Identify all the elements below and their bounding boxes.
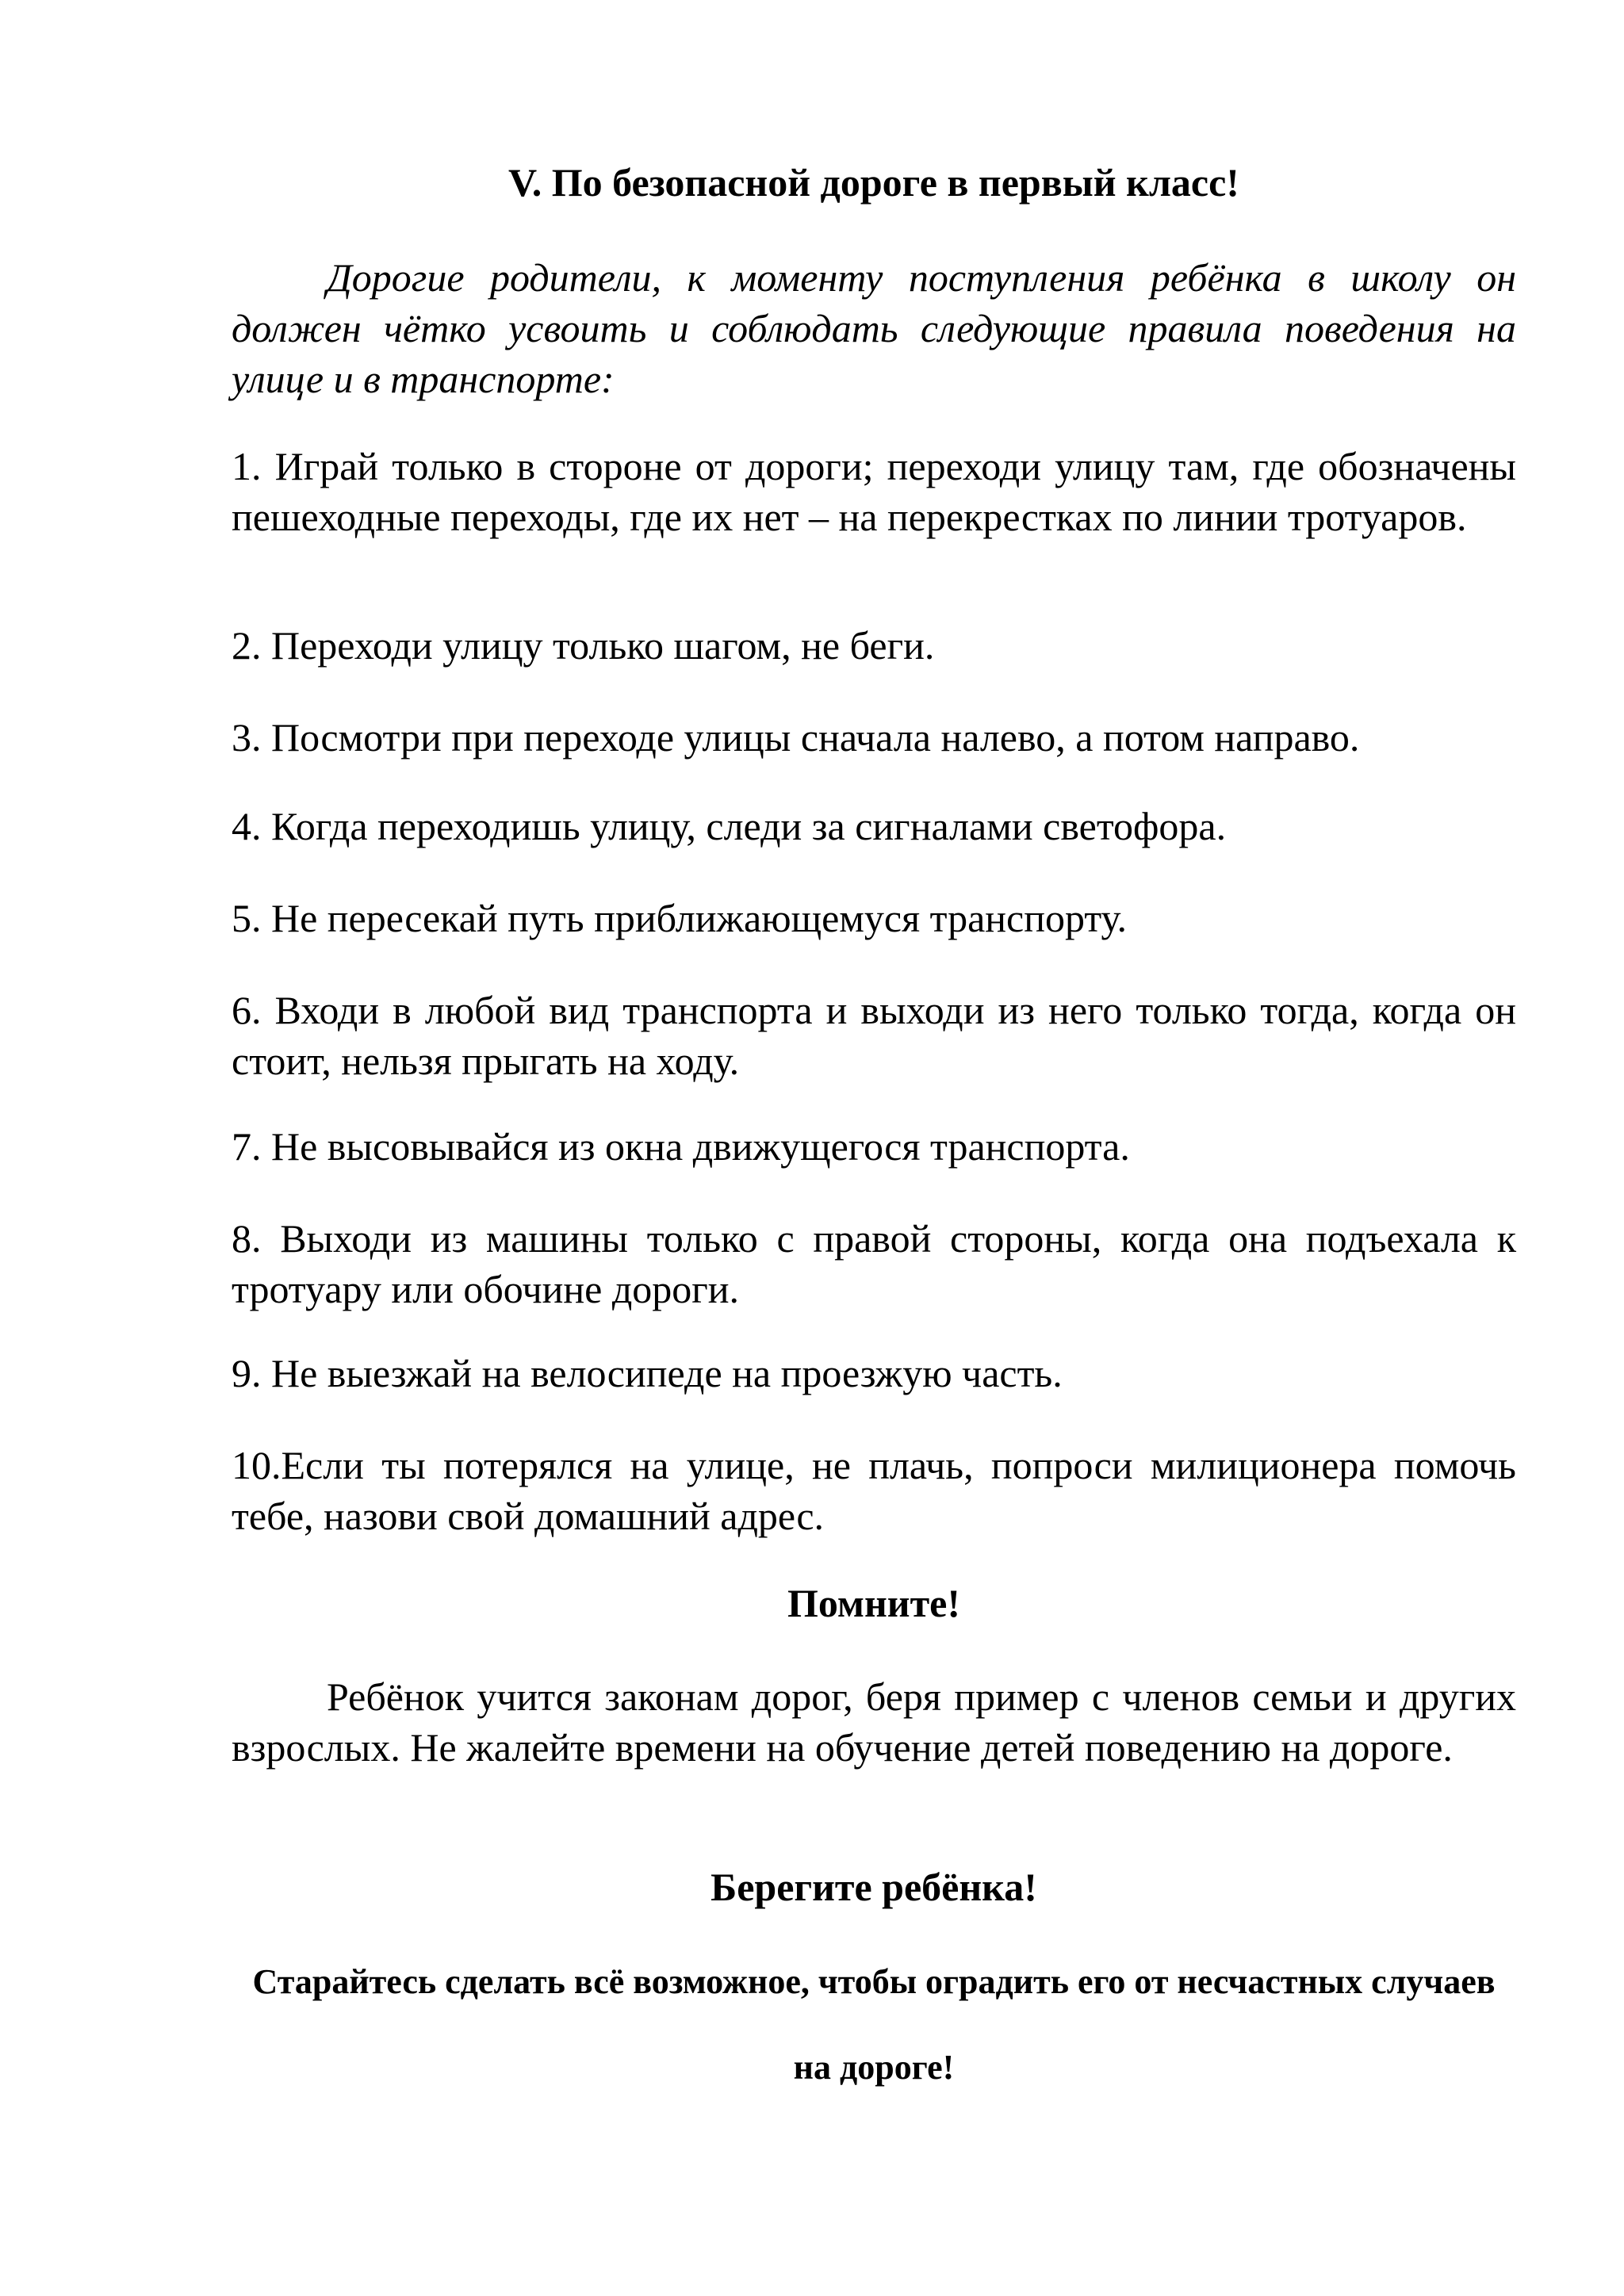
rule-item-2: 2. Переходи улицу только шагом, не беги. bbox=[232, 623, 935, 668]
rule-item-9: 9. Не выезжай на велосипеде на проезжую часть. bbox=[232, 1351, 1063, 1395]
rule-item-1: 1. Играй только в стороне от дороги; переходи улицу там, где обозначены пешеходные переходы, где их нет – на перекрестках по линии тротуаров. bbox=[232, 444, 1516, 539]
care-heading: Берегите ребёнка! bbox=[710, 1865, 1037, 1909]
rule-item-3: 3. Посмотри при переходе улицы сначала налево, а потом направо. bbox=[232, 715, 1360, 760]
remember-heading: Помните! bbox=[787, 1581, 961, 1625]
rule-item-4: 4. Когда переходишь улицу, следи за сигналами светофора. bbox=[232, 804, 1227, 848]
remember-paragraph: Ребёнок учится законам дорог, беря пример с членов семьи и других взрослых. Не жалейте времени на обучение детей поведению на дороге. bbox=[232, 1674, 1516, 1770]
rule-item-5: 5. Не пересекай путь приближающемуся транспорту. bbox=[232, 896, 1128, 940]
rule-item-6: 6. Входи в любой вид транспорта и выходи из него только тогда, когда он стоит, нельзя прыгать на ходу. bbox=[232, 988, 1516, 1083]
page-title: V. По безопасной дороге в первый класс! bbox=[508, 160, 1239, 205]
rule-item-8: 8. Выходи из машины только с правой стороны, когда она подъехала к тротуару или обочине дороги. bbox=[232, 1216, 1516, 1311]
intro-paragraph: Дорогие родители, к моменту поступления ребёнка в школу он должен чётко усвоить и соблюдать следующие правила поведения на улице и в транспорте: bbox=[232, 255, 1516, 401]
rule-item-10: 10.Если ты потерялся на улице, не плачь, попроси милиционера помочь тебе, назови свой домашний адрес. bbox=[232, 1443, 1516, 1538]
rule-item-7: 7. Не высовывайся из окна движущегося транспорта. bbox=[232, 1124, 1130, 1169]
closing-text: Старайтесь сделать всё возможное, чтобы оградить его от несчастных случаев на дороге! bbox=[252, 1962, 1496, 2087]
